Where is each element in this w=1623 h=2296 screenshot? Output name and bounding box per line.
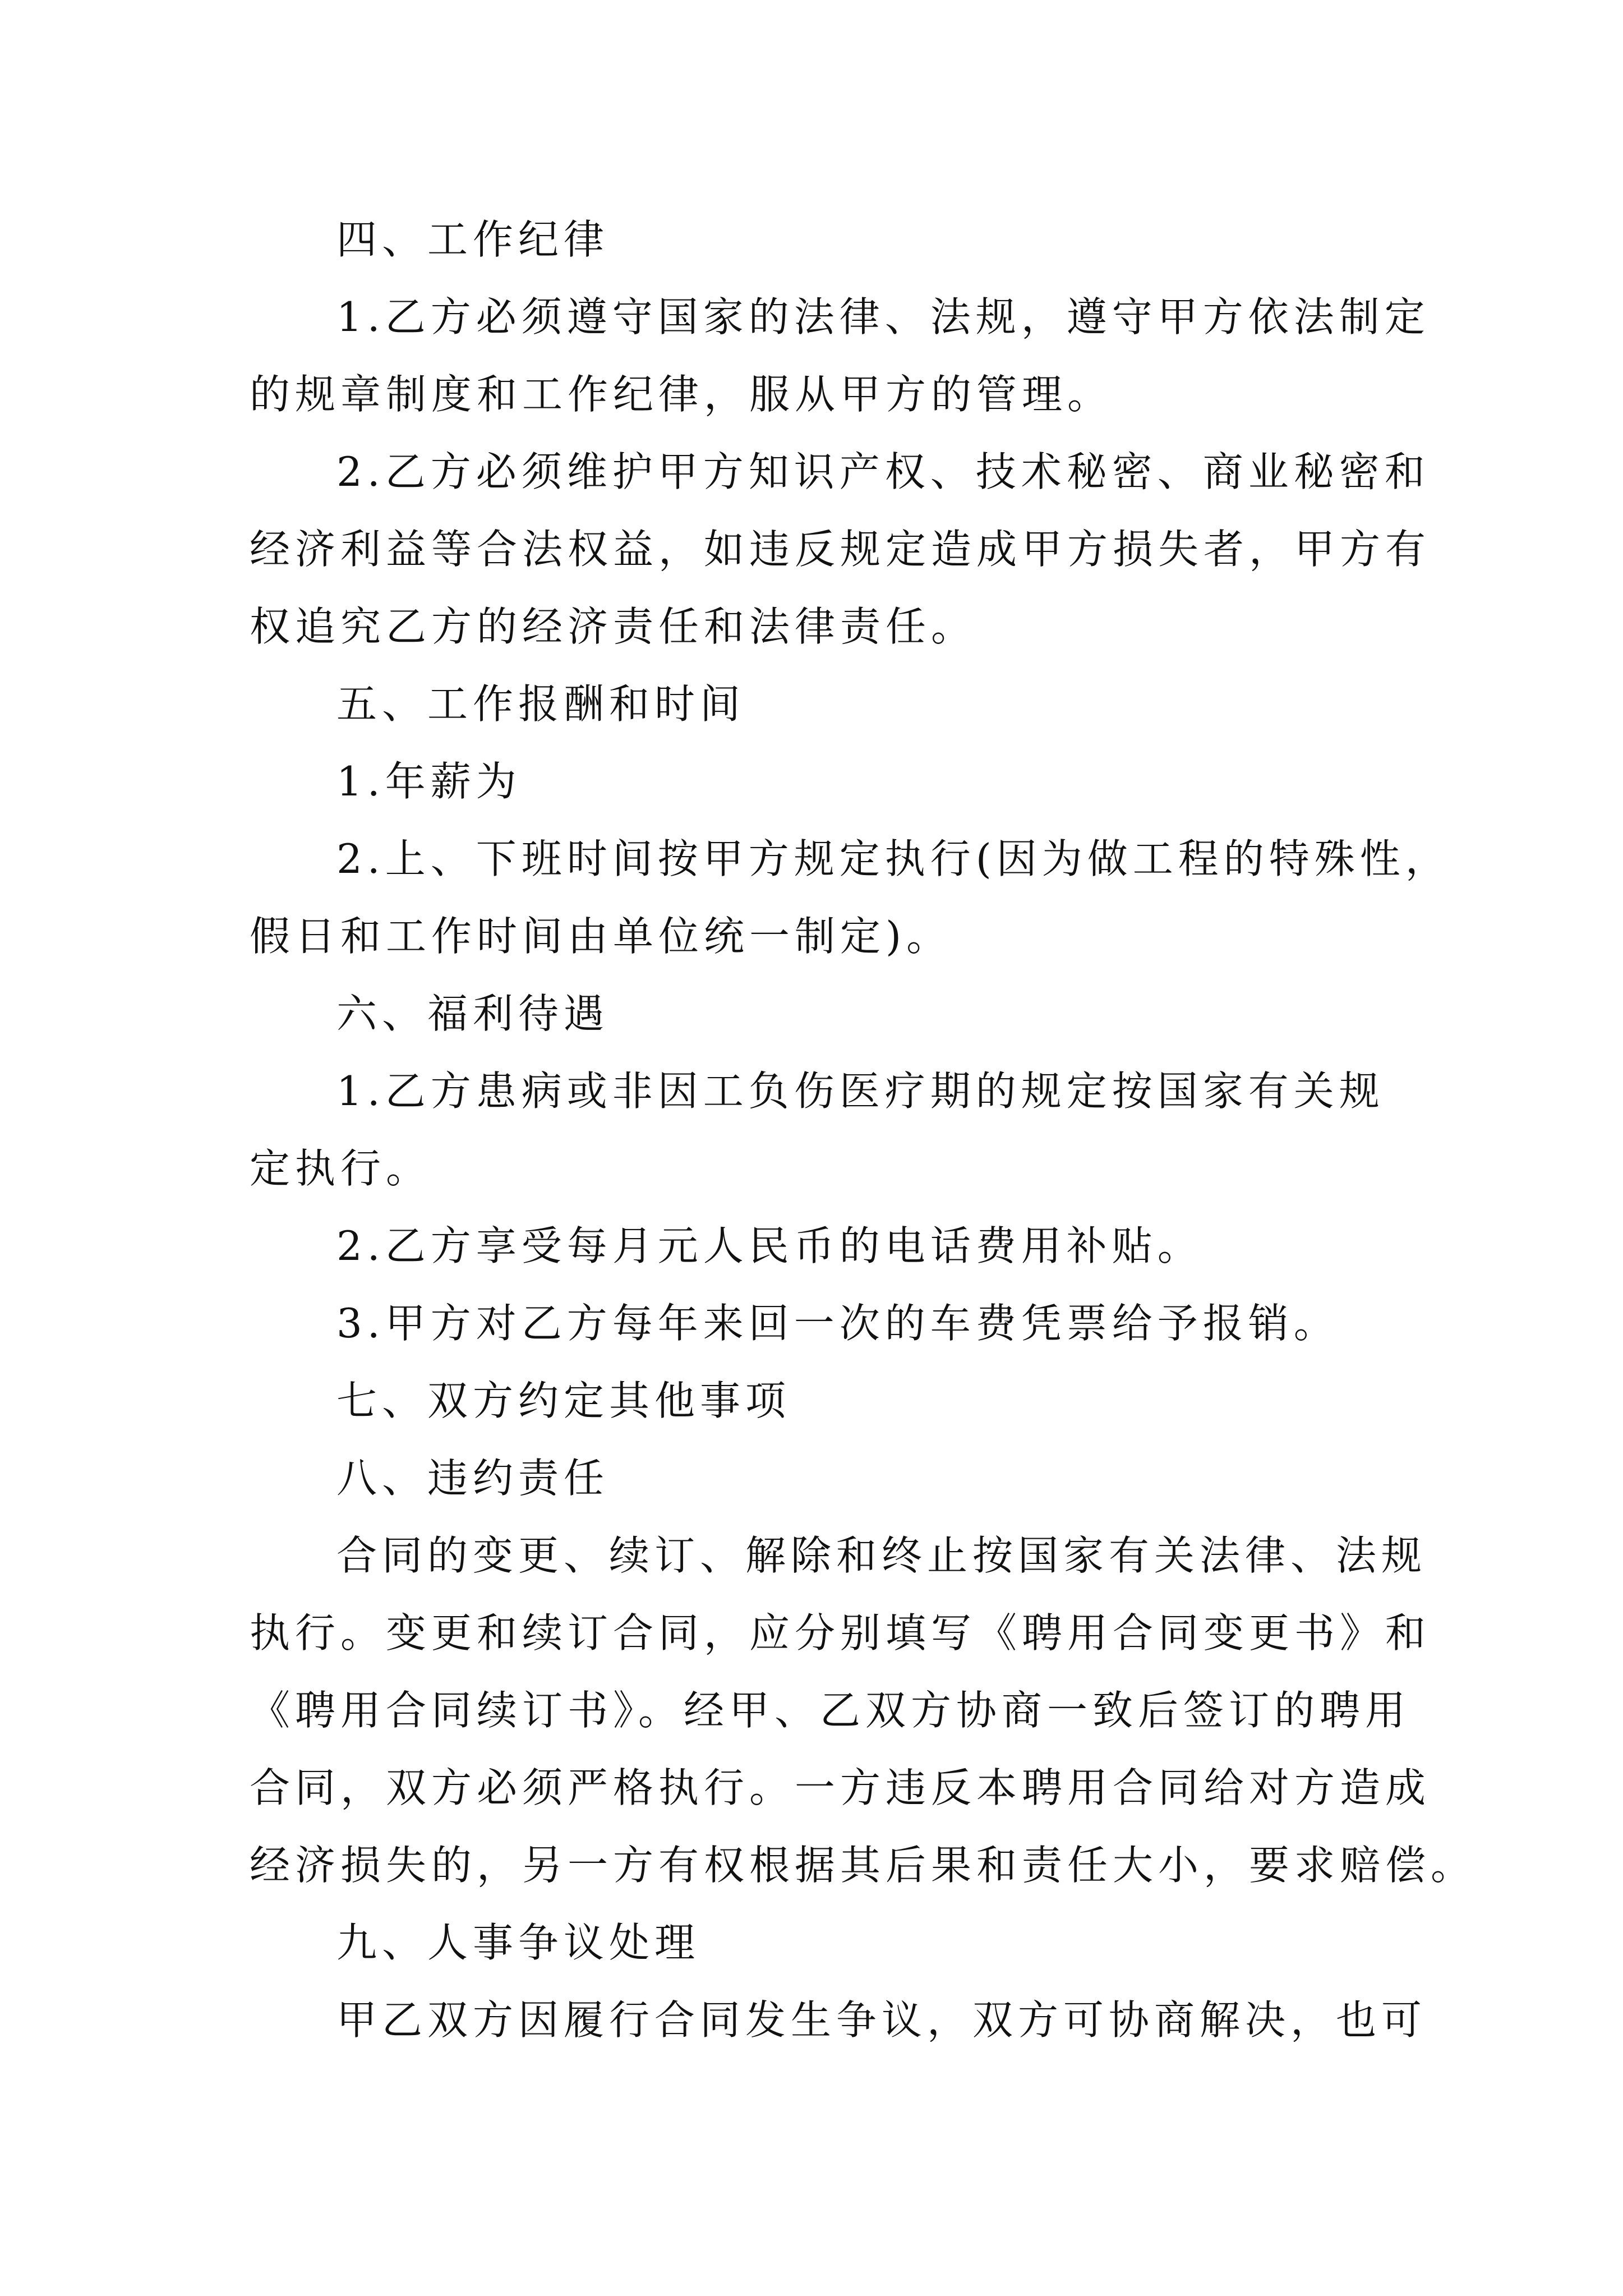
text-line: 的规章制度和工作纪律，服从甲方的管理。: [250, 371, 1113, 418]
text-line: 权追究乙方的经济责任和法律责任。: [250, 603, 977, 650]
text-line: 1.乙方必须遵守国家的法律、法规，遵守甲方依法制定: [336, 293, 1430, 341]
text-line: 2.乙方享受每月元人民币的电话费用补贴。: [336, 1222, 1203, 1269]
text-line: 甲乙双方因履行合同发生争议，双方可协商解决，也可: [336, 1996, 1427, 2044]
text-line: 合同的变更、续订、解除和终止按国家有关法律、法规: [336, 1532, 1427, 1579]
text-line: 1.年薪为: [336, 758, 522, 805]
text-line: 假日和工作时间由单位统一制定)。: [250, 913, 952, 960]
section-heading-dispute-handling: 九、人事争议处理: [336, 1919, 700, 1966]
text-line: 经济损失的，另一方有权根据其后果和责任大小，要求赔偿。: [250, 1842, 1477, 1889]
text-line: 2.乙方必须维护甲方知识产权、技术秘密、商业秘密和: [336, 448, 1430, 495]
text-line: 合同，双方必须严格执行。一方违反本聘用合同给对方造成: [250, 1764, 1431, 1811]
text-line: 1.乙方患病或非因工负伤医疗期的规定按国家有关规: [336, 1068, 1385, 1115]
text-line: 《聘用合同续订书》。经甲、乙双方协商一致后签订的聘用: [250, 1687, 1411, 1734]
document-body: [250, 201, 1477, 2059]
text-line: 3.甲方对乙方每年来回一次的车费凭票给予报销。: [336, 1300, 1339, 1347]
text-line: 定执行。: [250, 1145, 432, 1192]
section-heading-benefits: 六、福利待遇: [336, 990, 610, 1037]
section-heading-other-matters: 七、双方约定其他事项: [336, 1377, 791, 1424]
section-heading-breach-liability: 八、违约责任: [336, 1455, 610, 1502]
section-heading-pay-and-hours: 五、工作报酬和时间: [336, 680, 746, 728]
section-heading-work-discipline: 四、工作纪律: [336, 216, 610, 263]
text-line: 执行。变更和续订合同，应分别填写《聘用合同变更书》和: [250, 1609, 1431, 1657]
text-line: 2.上、下班时间按甲方规定执行(因为做工程的特殊性，: [336, 835, 1451, 882]
text-line: 经济利益等合法权益，如违反规定造成甲方损失者，甲方有: [250, 526, 1431, 573]
